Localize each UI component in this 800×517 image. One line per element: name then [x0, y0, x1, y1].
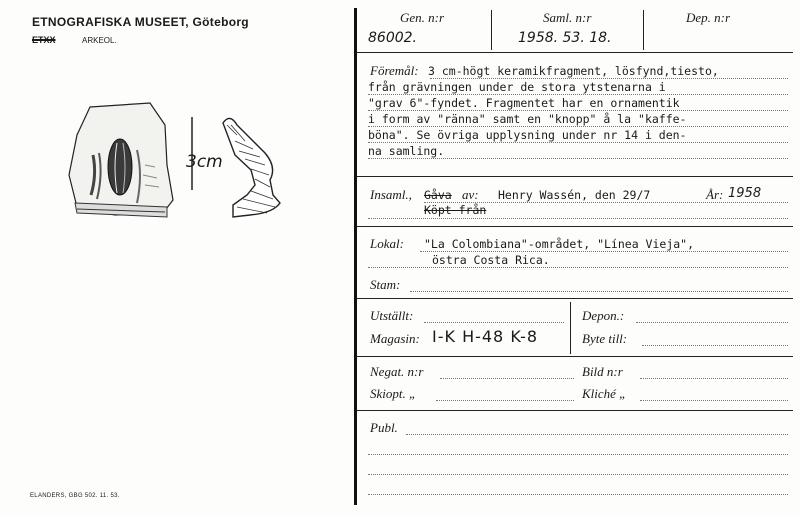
struck-department: ETXX: [32, 35, 56, 45]
printer-imprint: ELANDERS, GBG 502. 11. 53.: [30, 493, 120, 499]
dotted-rule: [440, 378, 574, 379]
ar-value: 1958: [728, 186, 762, 201]
lokal-label: Lokal:: [370, 236, 404, 251]
foremal-line-1: 3 cm-högt keramikfragment, lösfynd,tiesto,: [428, 64, 719, 78]
scale-label: 3cm: [186, 152, 223, 172]
dotted-rule: [368, 267, 788, 268]
separator: [491, 10, 492, 50]
rule: [357, 226, 793, 227]
dotted-rule: [368, 126, 788, 127]
insaml-struck-2: Köpt från: [424, 203, 487, 217]
ar-label: År:: [706, 187, 724, 202]
dotted-rule: [368, 110, 788, 111]
department: ARKEOL.: [82, 36, 117, 45]
foremal-line-5: böna". Se övriga upplysning under nr 14 i den-: [368, 128, 687, 142]
foremal-line-2: från grävningen under de stora ytstenarna i: [368, 80, 666, 94]
museum-name: ETNOGRAFISKA MUSEET, Göteborg: [32, 15, 249, 29]
lokal-line-1: "La Colombiana"-området, "Línea Vieja",: [424, 237, 695, 251]
magasin-label: Magasin:: [370, 331, 420, 346]
separator: [570, 302, 571, 354]
saml-nr-label: Saml. n:r: [543, 10, 592, 25]
dotted-rule: [420, 251, 788, 252]
dotted-rule: [368, 474, 788, 475]
dotted-rule: [642, 345, 788, 346]
dotted-rule: [424, 322, 564, 323]
negat-label: Negat. n:r: [370, 364, 424, 379]
byte-label: Byte till:: [582, 331, 628, 346]
magasin-value: I-K H-48 K-8: [432, 327, 539, 346]
gen-nr-label: Gen. n:r: [400, 10, 445, 25]
rule: [357, 298, 793, 299]
foremal-line-6: na samling.: [368, 144, 445, 158]
gen-nr-value: 86002.: [368, 30, 417, 46]
dotted-rule: [406, 434, 788, 435]
profile-section: [223, 118, 280, 217]
foremal-line-4: i form av "ränna" samt en "knopp" å la "kaffe-: [368, 112, 687, 126]
bild-label: Bild n:r: [582, 364, 623, 379]
dotted-rule: [430, 78, 788, 79]
fragment-sketch: [55, 95, 315, 230]
rule: [357, 410, 793, 411]
card-divider: [354, 8, 357, 505]
dotted-rule: [368, 94, 788, 95]
dotted-rule: [410, 291, 788, 292]
dotted-rule: [368, 454, 788, 455]
dotted-rule: [424, 202, 788, 203]
depon-label: Depon.:: [582, 308, 625, 323]
skiopt-label: Skiopt. „: [370, 386, 417, 401]
rule: [357, 52, 793, 53]
dotted-rule: [368, 218, 788, 219]
saml-nr-value: 1958. 53. 18.: [518, 30, 612, 46]
stam-label: Stam:: [370, 277, 401, 292]
insaml-struck: Gåva: [424, 188, 452, 202]
publ-label: Publ.: [370, 420, 398, 435]
dotted-rule: [436, 400, 574, 401]
rule: [357, 176, 793, 177]
insaml-value: Henry Wassén, den 29/7: [498, 188, 651, 202]
dotted-rule: [636, 322, 788, 323]
insaml-label: Insaml.,: [370, 187, 412, 202]
dep-nr-label: Dep. n:r: [686, 10, 731, 25]
separator: [643, 10, 644, 50]
dotted-rule: [640, 400, 788, 401]
utstallt-label: Utställt:: [370, 308, 414, 323]
dotted-rule: [368, 494, 788, 495]
dotted-rule: [368, 158, 788, 159]
foremal-line-3: "grav 6"-fyndet. Fragmentet har en ornamentik: [368, 96, 680, 110]
lokal-line-2: östra Costa Rica.: [432, 253, 550, 267]
foremal-label: Föremål:: [370, 63, 419, 78]
rule: [357, 356, 793, 357]
insaml-av-label: av:: [462, 187, 479, 202]
dotted-rule: [640, 378, 788, 379]
dotted-rule: [368, 142, 788, 143]
kliche-label: Kliché „: [582, 386, 627, 401]
